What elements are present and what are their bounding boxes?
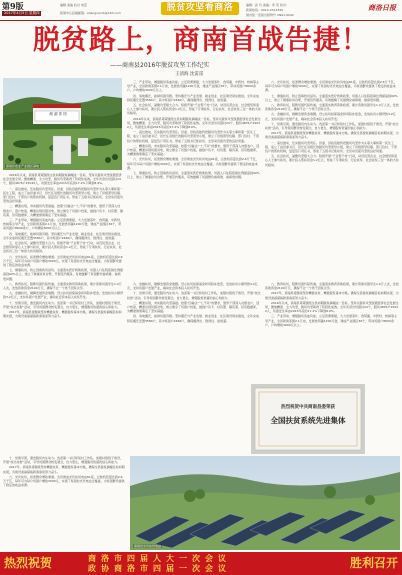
subhead: ——商南县2016年脱贫攻坚工作纪实: [110, 62, 210, 69]
paragraph: 2016年以来，商南县紧紧围绕全县如期脱贫摘帽这一目标，坚持以脱贫攻坚统揽经济社会发展全局，聚焦精准、全力攻坚，脱贫攻坚取得了阶段性成效。全年共退出贫困村24个，脱贫4876户15032人，贫困发生率由2015年底的17.2%下降到8.9%。: [127, 116, 261, 130]
paragraph: 2017年，商南县将继续坚持精准扶贫、精准脱贫基本方略，确保全县脱贫摘帽目标如期实现，为建设美丽富裕新商南而努力奋斗。: [3, 465, 125, 474]
paragraph: 八、教育扶贫，阻断贫困代际传递。全面落实教育资助政策，累计资助贫困学生1.2万人次，发放资助资金2100万元，确保不让一个孩子因贫失学。: [265, 103, 399, 112]
paragraph: 十、党建引领，激发脱贫内生动力。选派第一书记和驻村工作队，加强村级班子建设，开展“扶志扶智”活动，引导贫困群众转变观念，自力更生，增强脱贫致富的信心和能力。: [3, 300, 123, 309]
paragraph: 六、光伏扶贫，拓宽群众增收渠道。全县建成光伏扶贫电站61座，总装机容量达到2.6万千瓦，每年可为每户贫困户增收3000元，实现了贫困村光伏电站全覆盖，为贫困群众提供了稳定的收益来源。: [3, 254, 123, 268]
footer-line-2: 政协商洛市四届一次会议: [88, 564, 231, 573]
paragraph: 六、光伏扶贫，拓宽群众增收渠道。全县建成光伏扶贫电站61座，总装机容量达到2.6万千瓦，每年可为每户贫困户增收3000元，实现了贫困村光伏电站全覆盖，为贫困群众提供了稳定的收益来源。: [3, 474, 125, 488]
paragraph: 五、社会扶贫，凝聚攻坚强大合力。积极开展“千企帮千村”行动，动员民营企业、社会组织和爱心人士参与扶贫，累计投入帮扶资金1.2亿元，形成了专项扶贫、行业扶贫、社会扶贫三位一体的大扶贫格局。: [265, 154, 399, 167]
paragraph: 十、党建引领，激发脱贫内生动力。选派第一书记和驻村工作队，加强村级班子建设，开展“扶志扶智”活动，引导贫困群众转变观念，自力更生，增强脱贫致富的信心和能力。: [265, 121, 399, 131]
column-4: [127, 282, 261, 370]
paragraph: 八、教育扶贫，阻断贫困代际传递。全面落实教育资助政策，累计资助贫困学生1.2万人次，发放资助资金2100万元，确保不让一个孩子因贫失学。: [265, 282, 399, 291]
paragraph: 一、高位推动，压实脱贫攻坚责任。县委、县政府始终把脱贫攻坚作为头等大事和第一民生工程，成立了由县委书记、县长任双组长的脱贫攻坚领导小组，建立了县级领导包镇、部门包村、干部包户的帮扶机制，层层签订责任书，形成了五级书记抓扶贫、全党动员促攻坚的良好局面。: [265, 140, 398, 154]
column-1: [3, 173, 123, 453]
paragraph: 十、党建引领，激发脱贫内生动力。选派第一书记和驻村工作队，加强村级班子建设，开展“扶志扶智”活动，引导贫困群众转变观念，自力更生，增强脱贫致富的信心和能力。: [127, 291, 261, 300]
paragraph: 三、产业带动，增强脱贫造血功能。立足资源禀赋，大力发展茶叶、食用菌、中药材、核桃等主导产业，全县新建茶园2.1万亩，发展食用菌1200万袋，建成产业园区36个，带动贫困户8600余户，户均增收3000元以上。: [3, 218, 123, 231]
email-line: 新闻中心投稿邮箱：shangnanrb@163.com: [60, 11, 121, 15]
paragraph: 二、精准识别，夯实脱贫攻坚基础。按照“四看法”“七不评”的要求，组织干部深入村组农户，逐户核查，精准识别贫困对象，建立健全了贫困户档案，做到户有卡、村有册、镇有簿、县有数据库，为精准施策奠定了坚实基础。: [127, 143, 260, 157]
paragraph: 六、光伏扶贫，拓宽群众增收渠道。全县建成光伏扶贫电站61座，总装机容量达到2.6万千瓦，每年可为每户贫困户增收3000元，实现了贫困村光伏电站全覆盖，为贫困群众提供了稳定的收益来源。: [127, 157, 259, 170]
section-banner: [161, 2, 239, 15]
solar-farm-illustration: [130, 456, 400, 550]
farm-photo-sign: 湘 湖 茶 园: [49, 112, 67, 116]
farm-photo-illustration: [3, 78, 122, 170]
paragraph: 2017年，商南县将继续坚持精准扶贫、精准脱贫基本方略，确保全县脱贫摘帽目标如期实现，为建设美丽富裕新商南而努力奋斗。: [265, 131, 399, 140]
honor-line-2: 全国扶贫系统先进集体: [270, 416, 346, 425]
paragraph: 七、健康扶贫，防止因病致贫返贫。全面落实医疗救助政策，贫困人口住院报销比例提高到90%以上，建立了健康扶贫台账，开展签约服务，有效缓解了贫困群众看病难、看病贵问题。: [265, 93, 398, 102]
honor-line-1: 热烈祝贺中共商南县委荣获: [281, 405, 335, 410]
paragraph: 八、教育扶贫，阻断贫困代际传递。全面落实教育资助政策，累计资助贫困学生1.2万人次，发放资助资金2100万元，确保不让一个孩子因贫失学。: [3, 281, 122, 291]
masthead: [0, 0, 402, 22]
paragraph: 2017年，商南县将继续坚持精准扶贫、精准脱贫基本方略，确保全县脱贫摘帽目标如期实现，为建设美丽富裕新商南而努力奋斗。: [265, 291, 399, 300]
paragraph: 五、社会扶贫，凝聚攻坚强大合力。积极开展“千企帮千村”行动，动员民营企业、社会组织和爱心人士参与扶贫，累计投入帮扶资金1.2亿元，形成了专项扶贫、行业扶贫、社会扶贫三位一体的大扶贫格局。: [3, 241, 122, 254]
right-line-1: 编辑：孙 玲 美编：李 英 校对：: [246, 3, 289, 7]
paragraph: 四、易地搬迁，拔掉贫困穷根。坚持搬迁与产业发展、就业创业、社区建设同步推进，全年完成移民搬迁安置3580户，其中贫困户2460户，确保搬得出、稳得住、能致富。: [127, 314, 260, 323]
solar-farm-photo: [130, 456, 400, 550]
paragraph: 十、党建引领，激发脱贫内生动力。选派第一书记和驻村工作队，加强村级班子建设，开展“扶志扶智”活动，引导贫困群众转变观念，自力更生，增强脱贫致富的信心和能力。: [3, 456, 124, 465]
paragraph: 四、易地搬迁，拔掉贫困穷根。坚持搬迁与产业发展、就业创业、社区建设同步推进，全年完成移民搬迁安置3580户，其中贫困户2460户，确保搬得出、稳得住、能致富。: [3, 231, 123, 240]
footer-line-1: 商洛市四届人大一次会议: [88, 554, 231, 563]
paragraph: 一、高位推动，压实脱贫攻坚责任。县委、县政府始终把脱贫攻坚作为头等大事和第一民生工程，成立了由县委书记、县长任双组长的脱贫攻坚领导小组，建立了县级领导包镇、部门包村、干部包户的帮扶机制，层层签订责任书，形成了五级书记抓扶贫、全党动员促攻坚的良好局面。: [3, 186, 123, 204]
paragraph: 七、健康扶贫，防止因病致贫返贫。全面落实医疗救助政策，贫困人口住院报销比例提高到90%以上，建立了健康扶贫台账，开展签约服务，有效缓解了贫困群众看病难、看病贵问题。: [127, 171, 260, 180]
editor-line: 编辑 美编 校对 电话: [60, 3, 87, 7]
column-6: [3, 456, 125, 550]
byline: 王清海 沈雷雷: [175, 72, 204, 77]
date-line: 2017年4月5日 星期四: [4, 11, 40, 15]
headline: 脱贫路上，商南首战告捷！: [33, 25, 369, 56]
paragraph: 九、金融扶贫，破解发展资金难题。设立扶贫担保基金和风险补偿金，发放扶贫小额贷款3.2亿元，支持贫困户发展产业，撬动社会资本投入扶贫开发。: [127, 282, 258, 291]
paragraph: 2016年以来，商南县紧紧围绕全县如期脱贫摘帽这一目标，坚持以脱贫攻坚统揽经济社会发展全局，聚焦精准、全力攻坚，脱贫攻坚取得了阶段性成效。全年共退出贫困村24个，脱贫4876户15032人，贫困发生率由2015年底的17.2%下降到8.9%。: [3, 173, 122, 186]
right-line-2: 新闻热线：0914-2312345: [246, 8, 284, 12]
paragraph: 2017年，商南县将继续坚持精准扶贫、精准脱贫基本方略，确保全县脱贫摘帽目标如期实现，为建设美丽富裕新商南而努力奋斗。: [3, 310, 122, 319]
paragraph: 三、产业带动，增强脱贫造血功能。立足资源禀赋，大力发展茶叶、食用菌、中药材、核桃等主导产业，全县新建茶园2.1万亩，发展食用菌1200万袋，建成产业园区36个，带动贫困户8600余户，户均增收3000元以上。: [127, 80, 260, 93]
paragraph: 五、社会扶贫，凝聚攻坚强大合力。积极开展“千企帮千村”行动，动员民营企业、社会组织和爱心人士参与扶贫，累计投入帮扶资金1.2亿元，形成了专项扶贫、行业扶贫、社会扶贫三位一体的大扶贫格局。: [127, 103, 261, 116]
paragraph: 九、金融扶贫，破解发展资金难题。设立扶贫担保基金和风险补偿金，发放扶贫小额贷款3.2亿元，支持贫困户发展产业，撬动社会资本投入扶贫开发。: [265, 112, 396, 121]
farm-photo: [3, 78, 122, 170]
paragraph: 七、健康扶贫，防止因病致贫返贫。全面落实医疗救助政策，贫困人口住院报销比例提高到90%以上，建立了健康扶贫台账，开展签约服务，有效缓解了贫困群众看病难、看病贵问题。: [3, 268, 123, 281]
page-number: 第9版: [2, 1, 24, 11]
footer-banner: [0, 552, 402, 575]
honor-plaque-photo: [251, 384, 365, 454]
paragraph: 三、产业带动，增强脱贫造血功能。立足资源禀赋，大力发展茶叶、食用菌、中药材、核桃等主导产业，全县新建茶园2.1万亩，发展食用菌1200万袋，建成产业园区36个，带动贫困户8600余户，户均增收3000元以上。: [265, 314, 398, 327]
paragraph: 一、高位推动，压实脱贫攻坚责任。县委、县政府始终把脱贫攻坚作为头等大事和第一民生工程，成立了由县委书记、县长任双组长的脱贫攻坚领导小组，建立了县级领导包镇、部门包村、干部包户的帮扶机制，层层签订责任书，形成了五级书记抓扶贫、全党动员促攻坚的良好局面。: [127, 130, 260, 143]
solar-photo-caption: 商南县光伏扶贫电站: [134, 544, 162, 548]
paragraph: 四、易地搬迁，拔掉贫困穷根。坚持搬迁与产业发展、就业创业、社区建设同步推进，全年完成移民搬迁安置3580户，其中贫困户2460户，确保搬得出、稳得住、能致富。: [127, 93, 260, 102]
paper-name: 商洛日报: [368, 3, 396, 12]
column-2: [127, 80, 261, 280]
right-line-3: 国内统一连续出版物号 CN61-0042: [246, 13, 294, 17]
header-rule: [0, 20, 402, 21]
column-3: [265, 80, 399, 280]
paragraph: 2016年以来，商南县紧紧围绕全县如期脱贫摘帽这一目标，坚持以脱贫攻坚统揽经济社会发展全局，聚焦精准、全力攻坚，脱贫攻坚取得了阶段性成效。全年共退出贫困村24个，脱贫4876户15032人，贫困发生率由2015年底的17.2%下降到8.9%。: [265, 300, 399, 314]
paragraph: 二、精准识别，夯实脱贫攻坚基础。按照“四看法”“七不评”的要求，组织干部深入村组农户，逐户核查，精准识别贫困对象，建立健全了贫困户档案，做到户有卡、村有册、镇有簿、县有数据库，为精准施策奠定了坚实基础。: [3, 204, 123, 217]
paragraph: 九、金融扶贫，破解发展资金难题。设立扶贫担保基金和风险补偿金，发放扶贫小额贷款3.2亿元，支持贫困户发展产业，撬动社会资本投入扶贫开发。: [3, 291, 123, 300]
section-banner-title: 脱贫攻坚看商洛: [166, 3, 234, 13]
paragraph: 二、精准识别，夯实脱贫攻坚基础。按照“四看法”“七不评”的要求，组织干部深入村组农户，逐户核查，精准识别贫困对象，建立健全了贫困户档案，做到户有卡、村有册、镇有簿、县有数据库，为精准施策奠定了坚实基础。: [127, 300, 260, 314]
paragraph: 六、光伏扶贫，拓宽群众增收渠道。全县建成光伏扶贫电站61座，总装机容量达到2.6万千瓦，每年可为每户贫困户增收3000元，实现了贫困村光伏电站全覆盖，为贫困群众提供了稳定的收益来源。: [265, 80, 397, 93]
farm-photo-caption: 商南县农业产业园区基地: [6, 164, 40, 168]
footer-lead: 热烈祝贺: [4, 556, 53, 570]
footer-tail: 胜利召开: [349, 556, 398, 570]
column-5: [265, 282, 399, 370]
